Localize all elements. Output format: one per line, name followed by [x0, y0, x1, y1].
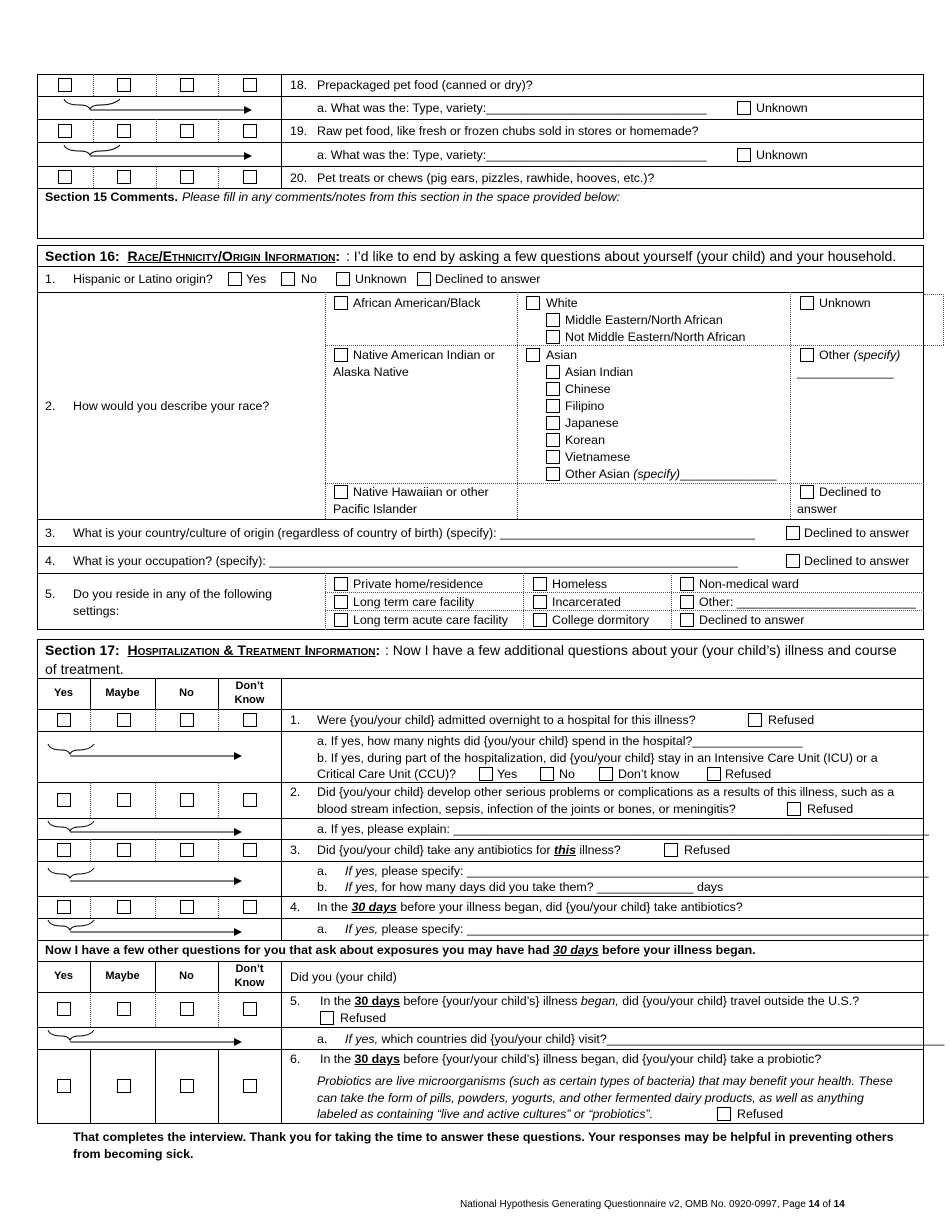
- q20-number: 20.: [290, 171, 308, 185]
- skip-arrow-icon: [44, 819, 244, 839]
- q19-dontknow-checkbox[interactable]: [243, 124, 257, 138]
- s17-q2-refused-label: Refused: [807, 802, 854, 816]
- s17-q4-text: In the 30 days before your illness began, did {you/your child} take antibiotics?: [317, 900, 743, 914]
- s17-q6-number: 6.: [290, 1052, 301, 1066]
- race-asian-indian-label: Asian Indian: [565, 365, 634, 379]
- race-korean-label: Korean: [565, 433, 605, 447]
- q20-no-checkbox[interactable]: [180, 170, 194, 184]
- s17-q1b-text: b. If yes, during part of the hospitalization, did {you/your child} stay in an Intensive Care Unit (ICU) or a: [317, 751, 878, 765]
- race-white-label: White: [546, 296, 578, 310]
- s17-q3-maybe-checkbox[interactable]: [117, 843, 131, 857]
- s17-q3b-letter: b.: [317, 880, 328, 894]
- s17-q4a-letter: a.: [317, 922, 328, 936]
- residence-incarcerated-checkbox[interactable]: [533, 595, 547, 609]
- s17-q3-text: Did {you/your child} take any antibiotics for this illness?: [317, 843, 621, 857]
- col-header-know-2: Know: [234, 977, 265, 989]
- race-african-american-checkbox[interactable]: [334, 296, 348, 310]
- q18-text: Prepackaged pet food (canned or dry)?: [317, 78, 533, 92]
- s17-q2-text-2: blood stream infection, sepsis, infection of the joints or bones, or meningitis?: [317, 802, 736, 816]
- s16-q5-text-2: settings:: [73, 604, 120, 618]
- residence-incarcerated-label: Incarcerated: [552, 595, 621, 609]
- s16-q3-text: What is your country/culture of origin (regardless of country of birth) (specify): _____________________________________: [73, 526, 755, 540]
- s16-q4-number: 4.: [45, 554, 56, 568]
- q18-no-checkbox[interactable]: [180, 78, 194, 92]
- icu-dontknow-checkbox[interactable]: [599, 767, 613, 781]
- q18-yes-checkbox[interactable]: [58, 78, 72, 92]
- s17-q1b-text-2: Critical Care Unit (CCU)?: [317, 767, 457, 781]
- race-not-mena-checkbox[interactable]: [546, 330, 560, 344]
- s17-q4a-text: If yes, please specify: ___________________________________________________________________: [345, 922, 929, 936]
- section15-comments-hint: Please fill in any comments/notes from this section in the space provided below:: [182, 190, 621, 204]
- section15-comments-label: Section 15 Comments.: [45, 190, 178, 204]
- s17-q2-no-checkbox[interactable]: [180, 793, 194, 807]
- s17-q5-dontknow-checkbox[interactable]: [243, 1002, 257, 1016]
- s17-q4-maybe-checkbox[interactable]: [117, 900, 131, 914]
- s17-q4-no-checkbox[interactable]: [180, 900, 194, 914]
- s17-q5-refused-checkbox[interactable]: [320, 1011, 334, 1025]
- s16-q3-number: 3.: [45, 526, 56, 540]
- q20-dontknow-checkbox[interactable]: [243, 170, 257, 184]
- residence-private-home-label: Private home/residence: [353, 577, 484, 591]
- skip-arrow-icon: [58, 143, 253, 163]
- s17-q3a-letter: a.: [317, 864, 328, 878]
- race-other-line: ______________: [797, 365, 894, 379]
- skip-arrow-icon: [44, 1028, 244, 1048]
- residence-ltac-checkbox[interactable]: [334, 613, 348, 627]
- race-other-asian-checkbox[interactable]: [546, 467, 560, 481]
- s17-q5-yes-checkbox[interactable]: [57, 1002, 71, 1016]
- icu-no-label: No: [559, 767, 575, 781]
- probiotic-definition-3: labeled as containing “live and active cultures” or “probiotics”.: [317, 1107, 654, 1121]
- col-header-maybe-2: Maybe: [105, 970, 140, 982]
- occupation-declined-label: Declined to answer: [804, 554, 910, 568]
- s17-q6-yes-checkbox[interactable]: [57, 1079, 71, 1093]
- exposures-intro: Now I have a few other questions for you that ask about exposures you may have had 30 days before your illness began.: [45, 943, 756, 957]
- race-declined-checkbox[interactable]: [800, 485, 814, 499]
- race-other-checkbox[interactable]: [800, 348, 814, 362]
- occupation-declined-checkbox[interactable]: [786, 554, 800, 568]
- s17-q3-no-checkbox[interactable]: [180, 843, 194, 857]
- hispanic-no-checkbox[interactable]: [281, 272, 295, 286]
- s17-q1-refused-checkbox[interactable]: [748, 713, 762, 727]
- race-asian-checkbox[interactable]: [526, 348, 540, 362]
- q19a-unknown-checkbox[interactable]: [737, 148, 751, 162]
- race-mena-checkbox[interactable]: [546, 313, 560, 327]
- s17-q2a-text: a. If yes, please explain: _____________________________________________________________________: [317, 822, 929, 836]
- race-korean-checkbox[interactable]: [546, 433, 560, 447]
- s17-q2-text: Did {you/your child} develop other serious problems or complications as a results of this illness, such as a: [317, 785, 895, 799]
- section17-title: Section 17: Hospitalization & Treatment Information:: [45, 642, 381, 658]
- residence-dormitory-label: College dormitory: [552, 613, 650, 627]
- s17-q5-text: In the 30 days before {your/your child’s} illness began, did {you/your child} travel outside the U.S.?: [320, 994, 860, 1008]
- residence-ltc-checkbox[interactable]: [334, 595, 348, 609]
- icu-dontknow-label: Don’t know: [618, 767, 680, 781]
- s17-q5a-letter: a.: [317, 1032, 328, 1046]
- s17-q5-refused-label: Refused: [340, 1011, 387, 1025]
- q20-yes-checkbox[interactable]: [58, 170, 72, 184]
- s17-q3-dontknow-checkbox[interactable]: [243, 843, 257, 857]
- s16-q5-number: 5.: [45, 587, 56, 601]
- probiotic-definition-1: Probiotics are live microorganisms (such as certain types of bacteria) that may benefit your health. These: [317, 1074, 893, 1088]
- race-not-mena-label: Not Middle Eastern/North African: [565, 330, 746, 344]
- origin-declined-checkbox[interactable]: [786, 526, 800, 540]
- s17-q3-refused-checkbox[interactable]: [664, 843, 678, 857]
- q20-text: Pet treats or chews (pig ears, pizzles, rawhide, hooves, etc.)?: [317, 171, 655, 185]
- q19-number: 19.: [290, 124, 308, 138]
- hispanic-declined-label: Declined to answer: [435, 272, 541, 286]
- q19a-text: a. What was the: Type, variety:________________________________: [317, 148, 707, 162]
- q20-maybe-checkbox[interactable]: [117, 170, 131, 184]
- page-footer: National Hypothesis Generating Questionnaire v2, OMB No. 0920-0997, Page 14 of 14: [460, 1199, 845, 1210]
- q19-maybe-checkbox[interactable]: [117, 124, 131, 138]
- hispanic-unknown-checkbox[interactable]: [336, 272, 350, 286]
- hispanic-unknown-label: Unknown: [355, 272, 407, 286]
- race-native-american-checkbox[interactable]: [334, 348, 348, 362]
- icu-yes-checkbox[interactable]: [479, 767, 493, 781]
- race-japanese-label: Japanese: [565, 416, 619, 430]
- race-filipino-checkbox[interactable]: [546, 399, 560, 413]
- s17-q6-text: In the 30 days before {your/your child’s} illness began, did {you/your child} take a probiotic?: [320, 1052, 822, 1066]
- race-african-american-label: African American/Black: [353, 296, 481, 310]
- s17-q6-dontknow-checkbox[interactable]: [243, 1079, 257, 1093]
- col-header-yes-2: Yes: [54, 970, 73, 982]
- s16-q1-number: 1.: [45, 272, 56, 286]
- residence-dormitory-checkbox[interactable]: [533, 613, 547, 627]
- s17-q3a-text: If yes, please specify: ___________________________________________________________________: [345, 864, 929, 878]
- q18a-unknown-label: Unknown: [756, 101, 808, 115]
- q18a-unknown-checkbox[interactable]: [737, 101, 751, 115]
- s17-q3b-text: If yes, for how many days did you take them? ______________ days: [345, 880, 724, 894]
- section16-intro: : I’d like to end by asking a few questions about yourself (your child) and your household.: [346, 248, 897, 264]
- residence-homeless-checkbox[interactable]: [533, 577, 547, 591]
- s17-q2-maybe-checkbox[interactable]: [117, 793, 131, 807]
- race-hawaiian-label-2: Pacific Islander: [333, 502, 418, 516]
- hispanic-no-label: No: [301, 272, 317, 286]
- residence-homeless-label: Homeless: [552, 577, 608, 591]
- did-you-label: Did you (your child): [290, 970, 397, 984]
- s17-q4-number: 4.: [290, 900, 301, 914]
- q18a-text: a. What was the: Type, variety:________________________________: [317, 101, 707, 115]
- hispanic-declined-checkbox[interactable]: [417, 272, 431, 286]
- closing-text: That completes the interview. Thank you for taking the time to answer these questions. Your responses may be helpful in preventing others: [73, 1130, 894, 1144]
- residence-nonmedical-checkbox[interactable]: [680, 577, 694, 591]
- col-header-dont: Don’t: [235, 680, 264, 692]
- s17-q5-maybe-checkbox[interactable]: [117, 1002, 131, 1016]
- race-hawaiian-label: Native Hawaiian or other: [353, 485, 489, 499]
- s17-q1-yes-checkbox[interactable]: [57, 713, 71, 727]
- col-header-no: No: [179, 687, 194, 699]
- race-filipino-label: Filipino: [565, 399, 605, 413]
- race-japanese-checkbox[interactable]: [546, 416, 560, 430]
- race-chinese-label: Chinese: [565, 382, 611, 396]
- race-asian-indian-checkbox[interactable]: [546, 365, 560, 379]
- residence-declined-checkbox[interactable]: [680, 613, 694, 627]
- residence-declined-label: Declined to answer: [699, 613, 805, 627]
- s17-q6-refused-label: Refused: [737, 1107, 784, 1121]
- q19-yes-checkbox[interactable]: [58, 124, 72, 138]
- icu-yes-label: Yes: [497, 767, 518, 781]
- section17-intro: : Now I have a few additional questions about your (your child’s) illness and course: [385, 642, 897, 658]
- residence-ltac-label: Long term acute care facility: [353, 613, 508, 627]
- race-asian-label: Asian: [546, 348, 577, 362]
- s17-q5a-text: If yes, which countries did {you/your child} visit?_________________________________________________: [345, 1032, 945, 1046]
- s17-q4-dontknow-checkbox[interactable]: [243, 900, 257, 914]
- residence-other-checkbox[interactable]: [680, 595, 694, 609]
- race-other-asian-label: Other Asian (specify)______________: [565, 467, 777, 481]
- race-declined-label-2: answer: [797, 502, 837, 516]
- q18-maybe-checkbox[interactable]: [117, 78, 131, 92]
- race-other-label: Other (specify): [819, 348, 901, 362]
- col-header-yes: Yes: [54, 687, 73, 699]
- section17-intro-2: of treatment.: [45, 661, 124, 677]
- s16-q1-text: Hispanic or Latino origin?: [73, 272, 213, 286]
- s16-q5-text: Do you reside in any of the following: [73, 587, 273, 601]
- hispanic-yes-checkbox[interactable]: [228, 272, 242, 286]
- s17-q1-text: Were {you/your child} admitted overnight to a hospital for this illness?: [317, 713, 696, 727]
- s17-q3-number: 3.: [290, 843, 301, 857]
- s17-q5-no-checkbox[interactable]: [180, 1002, 194, 1016]
- skip-arrow-icon: [44, 918, 244, 938]
- skip-arrow-icon: [44, 866, 244, 888]
- race-unknown-label: Unknown: [819, 296, 871, 310]
- origin-declined-label: Declined to answer: [804, 526, 910, 540]
- s17-q5-number: 5.: [290, 994, 301, 1008]
- q19a-unknown-label: Unknown: [756, 148, 808, 162]
- col-header-maybe: Maybe: [105, 687, 140, 699]
- s17-q2-yes-checkbox[interactable]: [57, 793, 71, 807]
- skip-arrow-icon: [58, 97, 253, 117]
- s17-q1-maybe-checkbox[interactable]: [117, 713, 131, 727]
- race-white-checkbox[interactable]: [526, 296, 540, 310]
- race-mena-label: Middle Eastern/North African: [565, 313, 723, 327]
- col-header-dont-2: Don’t: [235, 963, 264, 975]
- residence-ltc-label: Long term care facility: [353, 595, 475, 609]
- q19-no-checkbox[interactable]: [180, 124, 194, 138]
- q19-text: Raw pet food, like fresh or frozen chubs sold in stores or homemade?: [317, 124, 699, 138]
- s17-q6-no-checkbox[interactable]: [180, 1079, 194, 1093]
- s17-q4-yes-checkbox[interactable]: [57, 900, 71, 914]
- s17-q2-refused-checkbox[interactable]: [787, 802, 801, 816]
- closing-text-2: from becoming sick.: [73, 1147, 194, 1161]
- col-header-know: Know: [234, 694, 265, 706]
- race-native-american-label: Native American Indian or: [353, 348, 495, 362]
- s17-q1a-text: a. If yes, how many nights did {you/your child} spend in the hospital?________________: [317, 734, 803, 748]
- s17-q1-dontknow-checkbox[interactable]: [243, 713, 257, 727]
- s17-q2-number: 2.: [290, 785, 301, 799]
- s17-q1-number: 1.: [290, 713, 301, 727]
- residence-private-home-checkbox[interactable]: [334, 577, 348, 591]
- icu-refused-checkbox[interactable]: [707, 767, 721, 781]
- probiotic-definition-2: can take the form of pills, powders, yogurts, and other fermented dairy products, as well as anything: [317, 1091, 864, 1105]
- race-declined-label: Declined to: [819, 485, 881, 499]
- s17-q6-refused-checkbox[interactable]: [717, 1107, 731, 1121]
- q18-dontknow-checkbox[interactable]: [243, 78, 257, 92]
- race-native-american-label-2: Alaska Native: [333, 365, 409, 379]
- s17-q6-maybe-checkbox[interactable]: [117, 1079, 131, 1093]
- q18-number: 18.: [290, 78, 308, 92]
- s17-q2-dontknow-checkbox[interactable]: [243, 793, 257, 807]
- s17-q3-refused-label: Refused: [684, 843, 731, 857]
- race-hawaiian-checkbox[interactable]: [334, 485, 348, 499]
- race-vietnamese-checkbox[interactable]: [546, 450, 560, 464]
- residence-nonmedical-label: Non-medical ward: [699, 577, 799, 591]
- race-unknown-checkbox[interactable]: [800, 296, 814, 310]
- icu-no-checkbox[interactable]: [540, 767, 554, 781]
- section16-title: Section 16: Race/Ethnicity/Origin Information:: [45, 248, 341, 264]
- col-header-no-2: No: [179, 970, 194, 982]
- s17-q3-yes-checkbox[interactable]: [57, 843, 71, 857]
- race-chinese-checkbox[interactable]: [546, 382, 560, 396]
- s16-q4-text: What is your occupation? (specify): ____________________________________________________________________: [73, 554, 738, 568]
- hispanic-yes-label: Yes: [246, 272, 267, 286]
- s16-q2-text: How would you describe your race?: [73, 399, 270, 413]
- icu-refused-label: Refused: [725, 767, 772, 781]
- s16-q2-number: 2.: [45, 399, 56, 413]
- s17-q1-refused-label: Refused: [768, 713, 815, 727]
- skip-arrow-icon: [44, 742, 244, 764]
- s17-q1-no-checkbox[interactable]: [180, 713, 194, 727]
- residence-other-label: Other: __________________________: [699, 595, 917, 609]
- race-vietnamese-label: Vietnamese: [565, 450, 631, 464]
